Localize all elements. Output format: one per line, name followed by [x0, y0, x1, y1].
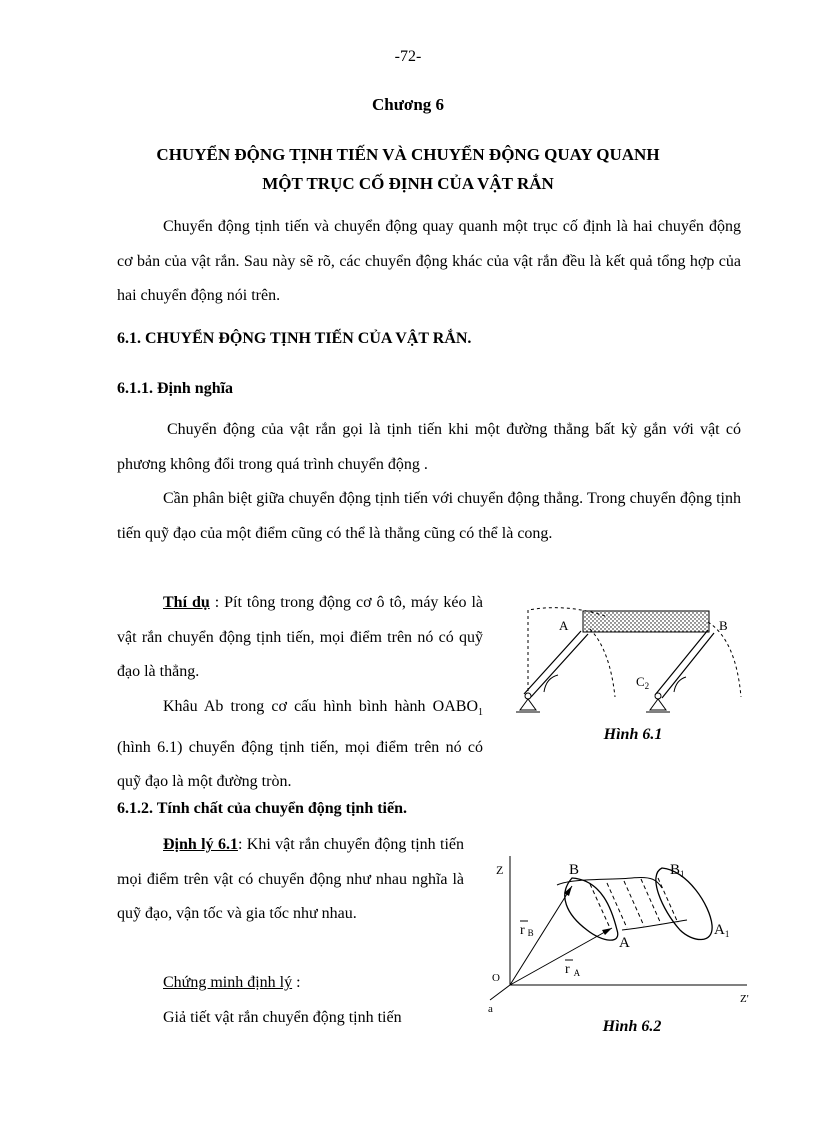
hatch-3 — [624, 881, 644, 926]
example-text: Pít tông trong động cơ ô tô, máy kéo là vật rắn chuyển động tịnh tiến, mọi điểm trên nó có quỹ đạo là thẳng. — [117, 594, 484, 680]
vector-ra — [510, 928, 612, 985]
distinction-paragraph — [117, 482, 741, 551]
body-upper-edge — [557, 877, 662, 888]
fig2-label-a1-sub: 1 — [724, 929, 730, 939]
path-arc-right — [708, 622, 741, 697]
fig2-label-a1 — [714, 922, 729, 939]
linkage-text-2: (hình 6.1) chuyển động tịnh tiến, mọi điểm trên nó có quỹ đạo là một đường tròn. — [117, 738, 483, 791]
main-title — [0, 140, 816, 198]
example-label: Thí dụ — [163, 594, 210, 611]
hatch-2 — [607, 883, 627, 928]
linkage-paragraph — [117, 690, 483, 800]
figure-6-2 — [482, 850, 772, 1040]
figure-6-1-caption: Hình 6.1 — [603, 726, 663, 743]
theorem-paragraph — [117, 828, 464, 932]
left-angle-arc — [544, 675, 558, 692]
fig2-label-b1-main: B — [670, 862, 681, 878]
page-number: -72- — [394, 48, 422, 65]
left-link-edge-1 — [524, 631, 581, 694]
definition-paragraph — [117, 413, 741, 482]
last-line — [117, 1001, 464, 1036]
vector-ra-arrow — [602, 928, 612, 935]
path-arc-left-inner — [590, 629, 615, 697]
proof-label-line — [117, 966, 464, 1001]
fig2-label-rb-main: r — [520, 923, 525, 938]
fig2-label-b1 — [670, 862, 685, 879]
left-support — [520, 699, 536, 710]
fig2-label-a1-main: A — [714, 922, 725, 938]
definition-text: Chuyển động của vật rắn gọi là tịnh tiến khi một đường thẳng bất kỳ gắn với vật có phương không đổi trong quá trình chuyển động . — [117, 421, 741, 473]
fig1-label-b: B — [719, 618, 728, 633]
left-link-edge-2 — [531, 634, 588, 697]
fig2-label-a-axis: a — [488, 1003, 493, 1015]
chapter-title: Chương 6 — [371, 95, 445, 114]
distinction-text: Cần phân biệt giữa chuyển động tịnh tiến với chuyển động thẳng. Trong chuyển động tịnh tiến quỹ đạo của một điểm cũng có thể là thẳng cũng có thể là cong. — [117, 490, 741, 542]
theorem-label: Định lý 6.1 — [163, 836, 238, 853]
fig2-label-o: O — [492, 972, 500, 984]
intro-text: Chuyển động tịnh tiến và chuyển động quay quanh một trục cố định là hai chuyển động cơ bản của vật rắn. Sau này sẽ rõ, các chuyển động khác của vật rắn đều là kết quả tổng hợp của hai chuyển động nói trên. — [117, 218, 741, 304]
fig2-label-ra-main: r — [565, 962, 570, 977]
main-title-line-1: CHUYỂN ĐỘNG TỊNH TIẾN VÀ CHUYỂN ĐỘNG QUAY QUANH — [156, 145, 660, 164]
fig2-label-a: A — [619, 935, 630, 951]
fig2-label-zprime: Z' — [740, 993, 749, 1005]
figure-6-2-caption: Hình 6.2 — [602, 1018, 662, 1035]
fig2-label-rb — [520, 923, 534, 938]
section-6-1-2-heading: 6.1.2. Tính chất của chuyển động tịnh tiến. — [117, 800, 407, 817]
section-6-1-heading: 6.1. CHUYỂN ĐỘNG TỊNH TIẾN CỦA VẬT RẮN. — [117, 330, 472, 347]
fig1-label-c-main: C — [636, 674, 645, 689]
fig2-label-b: B — [569, 862, 580, 878]
axis-a — [490, 985, 510, 1000]
fig2-label-ra — [565, 962, 581, 978]
slider-block — [583, 611, 709, 632]
section-6-1-1-heading: 6.1.1. Định nghĩa — [117, 380, 234, 397]
linkage-subscript: 1 — [478, 707, 483, 719]
body-lower-edge — [622, 920, 687, 930]
hatch-4 — [641, 879, 661, 924]
fig1-label-a: A — [559, 618, 569, 633]
right-support — [650, 699, 666, 710]
left-pivot — [525, 693, 531, 699]
fig2-label-b1-sub: 1 — [680, 869, 685, 879]
fig2-label-ra-sub: A — [573, 968, 581, 978]
hatch-1 — [590, 884, 610, 928]
right-angle-arc — [674, 677, 686, 692]
example-paragraph — [117, 586, 483, 690]
figure-6-1 — [508, 600, 758, 750]
theorem-text: : Khi vật rắn chuyển động tịnh tiến mọi điểm trên vật có chuyển động như nhau nghĩa là quỹ đạo, vận tốc và gia tốc như nhau. — [117, 836, 464, 922]
last-line-text: Giả tiết vật rắn chuyển động tịnh tiến — [163, 1009, 402, 1026]
linkage-text-1: Khâu Ab trong cơ cấu hình bình hành OABO — [163, 698, 478, 715]
fig1-label-c — [636, 674, 649, 691]
proof-colon: : — [292, 974, 301, 991]
main-title-line-2: MỘT TRỤC CỐ ĐỊNH CỦA VẬT RẮN — [262, 174, 554, 193]
example-sep: : — [209, 594, 225, 611]
intro-paragraph — [117, 210, 741, 314]
right-pivot — [655, 693, 661, 699]
right-link-edge-2 — [662, 633, 714, 698]
fig1-label-c-sub: 2 — [644, 681, 650, 691]
fig2-label-z: Z — [496, 863, 504, 877]
right-link-edge-1 — [655, 630, 708, 695]
fig2-label-rb-sub: B — [527, 928, 534, 938]
proof-label: Chứng minh định lý — [163, 974, 293, 991]
